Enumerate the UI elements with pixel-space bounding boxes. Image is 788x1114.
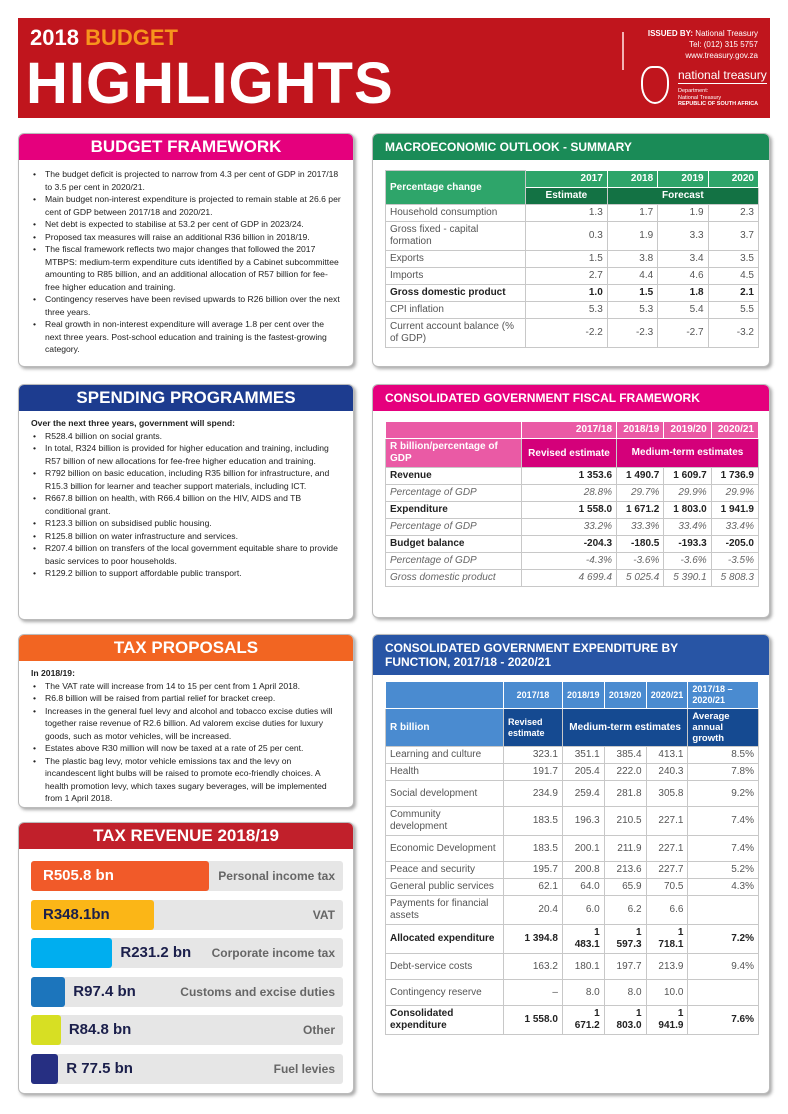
table-cell: 1.8 <box>658 285 708 302</box>
list-item: • R125.8 billion on water infrastructure and services. <box>31 530 341 543</box>
year-header: 2020 <box>708 171 758 188</box>
year-header: 2017 <box>526 171 608 188</box>
table-row <box>386 747 759 764</box>
panel-title: TAX REVENUE 2018/19 <box>19 823 353 849</box>
table-cell: 1 597.3 <box>604 925 646 954</box>
tax-revenue-bar <box>31 1015 61 1045</box>
revised-header: Revised estimate <box>522 439 617 468</box>
table-cell: 33.3% <box>617 519 664 536</box>
list-item: • The VAT rate will increase from 14 to 15 per cent from 1 April 2018. <box>31 680 341 693</box>
table-row <box>386 553 759 570</box>
table-row <box>386 862 759 879</box>
table-cell: 200.8 <box>562 862 604 879</box>
department-text: Department: National Treasury REPUBLIC OF SOUTH AFRICA <box>678 88 759 107</box>
year-header: 2020/21 <box>646 682 688 709</box>
table-cell: 1 394.8 <box>504 925 563 954</box>
divider <box>622 32 624 70</box>
table-cell: 2.7 <box>526 268 608 285</box>
table-cell: 5.4 <box>658 302 708 319</box>
table-cell: 29.9% <box>664 485 711 502</box>
tax-revenue-label: Customs and excise duties <box>180 984 335 999</box>
table-cell: 413.1 <box>646 747 688 764</box>
panel-title: CONSOLIDATED GOVERNMENT FISCAL FRAMEWORK <box>373 385 769 411</box>
table-cell: 1.3 <box>526 205 608 222</box>
spending-list <box>19 430 353 580</box>
table-cell: 5.3 <box>526 302 608 319</box>
table-cell: 3.7 <box>708 222 758 251</box>
table-cell: 191.7 <box>504 764 563 781</box>
table-cell <box>688 980 759 1006</box>
table-cell: 305.8 <box>646 781 688 807</box>
tax-revenue-value: R505.8 bn <box>43 867 114 884</box>
tax-revenue-label: Other <box>302 1023 335 1037</box>
table-cell: 195.7 <box>504 862 563 879</box>
table-cell: 28.8% <box>522 485 617 502</box>
table-row <box>386 485 759 502</box>
table-cell: 29.9% <box>711 485 758 502</box>
revised-header: Revised estimate <box>504 709 563 747</box>
header-banner <box>18 18 770 118</box>
table-cell: 222.0 <box>604 764 646 781</box>
table-cell: 163.2 <box>504 954 563 980</box>
table-cell: -204.3 <box>522 536 617 553</box>
table-row <box>386 925 759 954</box>
row-label-header: Percentage change <box>386 171 526 205</box>
table-row <box>386 896 759 925</box>
table-cell: 5 390.1 <box>664 570 711 587</box>
panel-title: TAX PROPOSALS <box>19 635 353 661</box>
tax-revenue-bar <box>31 977 65 1007</box>
fiscal-table <box>385 421 759 587</box>
table-row <box>386 954 759 980</box>
table-row <box>386 519 759 536</box>
table-cell: 10.0 <box>646 980 688 1006</box>
table-cell: 259.4 <box>562 781 604 807</box>
tax-revenue-value: R 77.5 bn <box>66 1059 133 1077</box>
list-item: • Estates above R30 million will now be taxed at a rate of 25 per cent. <box>31 742 341 755</box>
table-row <box>386 319 759 348</box>
table-cell: 1 941.9 <box>711 502 758 519</box>
list-item: • In total, R324 billion is provided for higher education and training, including R57 billion of new allocations for fee-free higher education and training. <box>31 442 341 467</box>
year-header: 2018/19 <box>617 422 664 439</box>
list-item: • R129.2 billion to support affordable public transport. <box>31 567 341 580</box>
growth-header: Average annual growth <box>688 709 759 747</box>
table-cell: 5.5 <box>708 302 758 319</box>
table-row <box>386 502 759 519</box>
year-header: 2017/18 – 2020/21 <box>688 682 759 709</box>
table-cell: 65.9 <box>604 879 646 896</box>
table-cell: 1.5 <box>607 285 657 302</box>
table-cell: 1.9 <box>607 222 657 251</box>
table-cell: 3.8 <box>607 251 657 268</box>
expenditure-table <box>385 681 759 1035</box>
table-cell: 210.5 <box>604 807 646 836</box>
table-row <box>386 468 759 485</box>
table-cell: -4.3% <box>522 553 617 570</box>
table-row <box>386 836 759 862</box>
table-cell: 5 025.4 <box>617 570 664 587</box>
table-cell: 5.2% <box>688 862 759 879</box>
tax-revenue-row <box>31 900 343 930</box>
tax-proposals-list <box>19 680 353 805</box>
row-label: Current account balance (% of GDP) <box>386 319 526 348</box>
table-cell: 20.4 <box>504 896 563 925</box>
table-cell: 196.3 <box>562 807 604 836</box>
tax-revenue-value: R231.2 bn <box>120 944 192 961</box>
table-row <box>386 222 759 251</box>
macro-outlook-panel <box>372 133 770 367</box>
budget-framework-list <box>19 160 353 356</box>
tax-revenue-value: R97.4 bn <box>73 982 136 1000</box>
table-cell: 1 803.0 <box>664 502 711 519</box>
spending-lead: Over the next three years, government will spend: <box>31 418 235 428</box>
table-row <box>386 302 759 319</box>
table-cell: 2.3 <box>708 205 758 222</box>
table-cell: -2.3 <box>607 319 657 348</box>
row-label-header: R billion/percentage of GDP <box>386 439 522 468</box>
table-cell: 205.4 <box>562 764 604 781</box>
table-cell: 4.3% <box>688 879 759 896</box>
table-cell: 183.5 <box>504 807 563 836</box>
table-cell: -3.2 <box>708 319 758 348</box>
table-cell: -3.6% <box>664 553 711 570</box>
tax-revenue-row <box>31 938 343 968</box>
tax-revenue-label: Fuel levies <box>273 1061 335 1076</box>
table-cell: – <box>504 980 563 1006</box>
table-cell: -2.7 <box>658 319 708 348</box>
table-cell: 3.3 <box>658 222 708 251</box>
tax-revenue-label: VAT <box>312 907 335 922</box>
table-cell: 4.4 <box>607 268 657 285</box>
row-label: Peace and security <box>386 862 504 879</box>
year-header: 2017/18 <box>504 682 563 709</box>
table-cell: 240.3 <box>646 764 688 781</box>
list-item: • Contingency reserves have been revised upwards to R26 billion over the next three years. <box>31 293 341 318</box>
year-header: 2017/18 <box>522 422 617 439</box>
row-label: Payments for financial assets <box>386 896 504 925</box>
tax-revenue-row <box>31 1015 343 1045</box>
table-cell: 1.0 <box>526 285 608 302</box>
table-cell: 9.4% <box>688 954 759 980</box>
expenditure-panel <box>372 634 770 1094</box>
table-cell: 70.5 <box>646 879 688 896</box>
table-row <box>386 251 759 268</box>
table-cell: 62.1 <box>504 879 563 896</box>
table-row <box>386 764 759 781</box>
table-cell: 200.1 <box>562 836 604 862</box>
row-label: Economic Development <box>386 836 504 862</box>
table-cell: 213.9 <box>646 954 688 980</box>
table-cell: 323.1 <box>504 747 563 764</box>
list-item: • Increases in the general fuel levy and alcohol and tobacco excise duties will together raise revenue of R2.6 billion. Ad valorem excise duties for luxury goods, such as motor vehicles, will be increased. <box>31 705 341 743</box>
list-item: • R528.4 billion on social grants. <box>31 430 341 443</box>
table-cell: 227.1 <box>646 836 688 862</box>
tax-proposals-panel <box>18 634 354 808</box>
table-row <box>386 879 759 896</box>
table-cell: -193.3 <box>664 536 711 553</box>
table-cell: 1 718.1 <box>646 925 688 954</box>
tax-revenue-value: R348.1bn <box>43 905 110 923</box>
table-cell: -205.0 <box>711 536 758 553</box>
table-cell: 1 803.0 <box>604 1006 646 1035</box>
spending-programmes-panel <box>18 384 354 620</box>
table-cell: 1.5 <box>526 251 608 268</box>
row-label: Social development <box>386 781 504 807</box>
coat-of-arms-icon <box>641 66 669 104</box>
table-cell: 1 941.9 <box>646 1006 688 1035</box>
list-item: • The budget deficit is projected to narrow from 4.3 per cent of GDP in 2017/18 to 3.5 per cent in 2020/21. <box>31 168 341 193</box>
list-item: • R123.3 billion on subsidised public housing. <box>31 517 341 530</box>
table-row <box>386 268 759 285</box>
table-cell: 9.2% <box>688 781 759 807</box>
row-label: Expenditure <box>386 502 522 519</box>
table-cell: 1 483.1 <box>562 925 604 954</box>
table-cell: 213.6 <box>604 862 646 879</box>
year-header: 2018/19 <box>562 682 604 709</box>
header-blank <box>386 422 522 439</box>
row-label: Debt-service costs <box>386 954 504 980</box>
year-header: 2019 <box>658 171 708 188</box>
table-cell: 1 671.2 <box>617 502 664 519</box>
row-label: General public services <box>386 879 504 896</box>
table-row <box>386 536 759 553</box>
row-label: Gross fixed - capital formation <box>386 222 526 251</box>
table-cell: 1.9 <box>658 205 708 222</box>
row-label: Gross domestic product <box>386 285 526 302</box>
table-cell: 227.1 <box>646 807 688 836</box>
table-cell: 183.5 <box>504 836 563 862</box>
table-cell: -180.5 <box>617 536 664 553</box>
header-year: 2018 BUDGET <box>30 25 178 50</box>
list-item: • R6.8 billion will be raised from partial relief for bracket creep. <box>31 692 341 705</box>
list-item: • R792 billion on basic education, including R35 billion for infrastructure, and R15.3 billion for learner and teacher support materials, including ICT. <box>31 467 341 492</box>
table-cell: 5 808.3 <box>711 570 758 587</box>
table-row <box>386 285 759 302</box>
panel-title: MACROECONOMIC OUTLOOK - SUMMARY <box>373 134 769 160</box>
row-label: Percentage of GDP <box>386 485 522 502</box>
panel-title: SPENDING PROGRAMMES <box>19 385 353 411</box>
list-item: • The fiscal framework reflects two major changes that followed the 2017 MTBPS: medium-term expenditure cuts identified by a Cabinet subcommittee amounting to R85 billion, and an additional allocation of R57 billion for fee-free higher education and training. <box>31 243 341 293</box>
table-cell: 7.4% <box>688 807 759 836</box>
table-cell: 2.1 <box>708 285 758 302</box>
row-label: Gross domestic product <box>386 570 522 587</box>
table-cell: 1 671.2 <box>562 1006 604 1035</box>
table-cell <box>688 896 759 925</box>
tax-revenue-row <box>31 1054 343 1084</box>
year-header: 2020/21 <box>711 422 758 439</box>
table-row <box>386 807 759 836</box>
table-row <box>386 781 759 807</box>
row-label: Community development <box>386 807 504 836</box>
list-item: • The plastic bag levy, motor vehicle emissions tax and the levy on incandescent light bulbs will be raised to promote eco-friendly choices. A health promotion levy, which taxes sugary beverages, will be implemented from 1 April 2018. <box>31 755 341 805</box>
row-label: Budget balance <box>386 536 522 553</box>
tax-revenue-bar <box>31 938 112 968</box>
treasury-logo: national treasury <box>678 68 767 82</box>
year-header: 2018 <box>607 171 657 188</box>
table-cell: 6.0 <box>562 896 604 925</box>
table-cell: 7.2% <box>688 925 759 954</box>
table-cell: 3.5 <box>708 251 758 268</box>
row-label: Exports <box>386 251 526 268</box>
row-label: Contingency reserve <box>386 980 504 1006</box>
medium-term-header: Medium-term estimates <box>617 439 759 468</box>
table-cell: 33.2% <box>522 519 617 536</box>
table-cell: 211.9 <box>604 836 646 862</box>
table-cell: 7.6% <box>688 1006 759 1035</box>
table-cell: 8.0 <box>604 980 646 1006</box>
macro-table <box>385 170 759 348</box>
row-label: Health <box>386 764 504 781</box>
list-item: • R667.8 billion on health, with R66.4 billion on the HIV, AIDS and TB conditional grant. <box>31 492 341 517</box>
table-cell: 180.1 <box>562 954 604 980</box>
row-label: Percentage of GDP <box>386 519 522 536</box>
table-cell: 8.5% <box>688 747 759 764</box>
row-label: Learning and culture <box>386 747 504 764</box>
row-label: CPI inflation <box>386 302 526 319</box>
row-label: Allocated expenditure <box>386 925 504 954</box>
table-row <box>386 205 759 222</box>
table-cell: 227.7 <box>646 862 688 879</box>
table-cell: 7.8% <box>688 764 759 781</box>
tax-proposals-lead: In 2018/19: <box>31 668 75 678</box>
year-header: 2019/20 <box>604 682 646 709</box>
issuer-info: ISSUED BY: National Treasury Tel: (012) 315 5757 www.treasury.gov.za <box>647 29 758 60</box>
table-cell: 4.5 <box>708 268 758 285</box>
panel-title: BUDGET FRAMEWORK <box>19 134 353 160</box>
row-label: Revenue <box>386 468 522 485</box>
table-cell: 281.8 <box>604 781 646 807</box>
panel-title: CONSOLIDATED GOVERNMENT EXPENDITURE BY FUNCTION, 2017/18 - 2020/21 <box>373 635 769 675</box>
table-cell: 4 699.4 <box>522 570 617 587</box>
table-row <box>386 570 759 587</box>
estimate-header: Estimate <box>526 188 608 205</box>
table-cell: 4.6 <box>658 268 708 285</box>
table-cell: 33.4% <box>711 519 758 536</box>
table-cell: 197.7 <box>604 954 646 980</box>
table-row <box>386 1006 759 1035</box>
table-cell: -3.5% <box>711 553 758 570</box>
table-cell: 33.4% <box>664 519 711 536</box>
row-label: Consolidated expenditure <box>386 1006 504 1035</box>
table-cell: 64.0 <box>562 879 604 896</box>
fiscal-framework-panel <box>372 384 770 618</box>
forecast-header: Forecast <box>607 188 758 205</box>
tax-revenue-label: Personal income tax <box>218 869 335 883</box>
row-label-header: R billion <box>386 709 504 747</box>
table-cell: 0.3 <box>526 222 608 251</box>
page-title: HIGHLIGHTS <box>26 51 394 116</box>
table-cell: 7.4% <box>688 836 759 862</box>
table-cell: 6.2 <box>604 896 646 925</box>
table-cell: -3.6% <box>617 553 664 570</box>
table-cell: 1 558.0 <box>504 1006 563 1035</box>
table-cell: 3.4 <box>658 251 708 268</box>
table-cell: 1 558.0 <box>522 502 617 519</box>
year-header: 2019/20 <box>664 422 711 439</box>
list-item: • Net debt is expected to stabilise at 53.2 per cent of GDP in 2023/24. <box>31 218 341 231</box>
tax-revenue-value: R84.8 bn <box>68 1021 132 1038</box>
tax-revenue-row <box>31 861 343 891</box>
tax-revenue-row <box>31 977 343 1007</box>
table-cell: -2.2 <box>526 319 608 348</box>
list-item: • Main budget non-interest expenditure is projected to remain stable at 26.6 per cent of GDP between 2017/18 and 2020/21. <box>31 193 341 218</box>
table-cell: 6.6 <box>646 896 688 925</box>
list-item: • Real growth in non-interest expenditure will average 1.8 per cent over the next three years. Post-school education and training is the fastest-growing category. <box>31 318 341 356</box>
row-label: Imports <box>386 268 526 285</box>
header-blank <box>386 682 504 709</box>
table-cell: 351.1 <box>562 747 604 764</box>
table-cell: 385.4 <box>604 747 646 764</box>
tax-revenue-label: Corporate income tax <box>211 946 335 960</box>
row-label: Household consumption <box>386 205 526 222</box>
table-cell: 1 490.7 <box>617 468 664 485</box>
tax-revenue-panel <box>18 822 354 1094</box>
row-label: Percentage of GDP <box>386 553 522 570</box>
table-cell: 1 609.7 <box>664 468 711 485</box>
table-cell: 1 736.9 <box>711 468 758 485</box>
tax-revenue-bar <box>31 1054 58 1084</box>
table-row <box>386 980 759 1006</box>
table-cell: 1.7 <box>607 205 657 222</box>
website-link[interactable]: www.treasury.gov.za <box>685 51 758 60</box>
list-item: • R207.4 billion on transfers of the local government equitable share to provide basic services to poor households. <box>31 542 341 567</box>
budget-framework-panel <box>18 133 354 367</box>
table-cell: 234.9 <box>504 781 563 807</box>
medium-term-header: Medium-term estimates <box>562 709 688 747</box>
table-cell: 5.3 <box>607 302 657 319</box>
list-item: • Proposed tax measures will raise an additional R36 billion in 2018/19. <box>31 231 341 244</box>
table-cell: 8.0 <box>562 980 604 1006</box>
table-cell: 29.7% <box>617 485 664 502</box>
table-cell: 1 353.6 <box>522 468 617 485</box>
